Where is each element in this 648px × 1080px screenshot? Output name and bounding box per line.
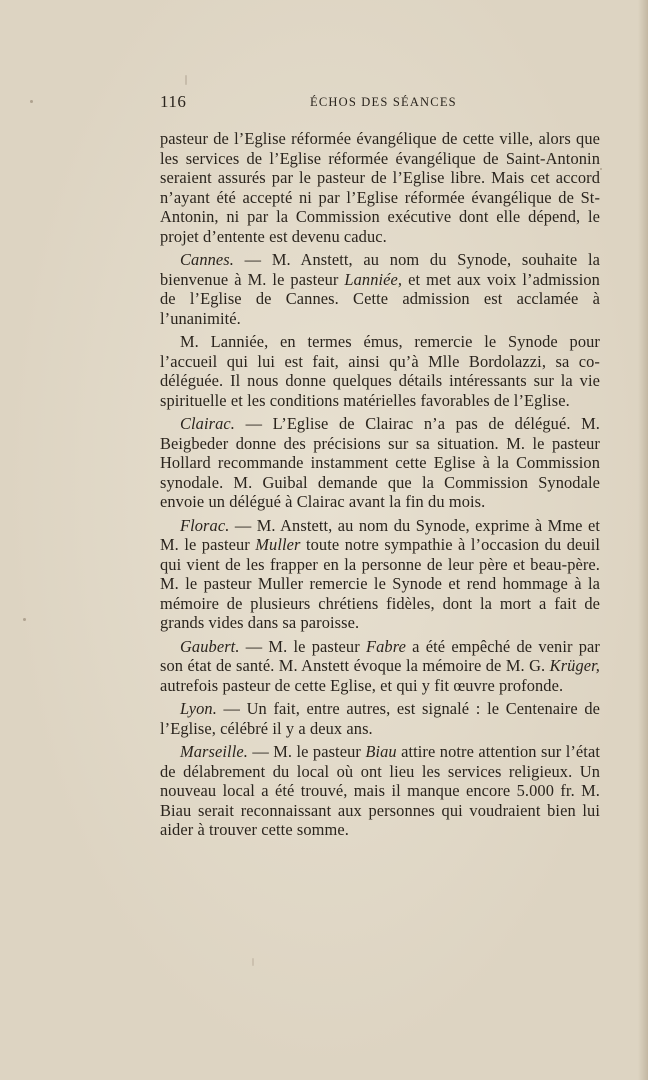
place-name: Cannes.: [180, 250, 234, 269]
paragraph-clairac: [160, 414, 600, 512]
person-name: Fabre: [366, 636, 406, 656]
paragraph-text: — M. le pasteur: [247, 742, 366, 761]
page-number: 116: [160, 92, 187, 111]
paragraph-cannes: [160, 250, 600, 328]
place-name: Marseille.: [180, 742, 248, 761]
page-header: [160, 92, 600, 112]
running-head: ÉCHOS DES SÉANCES: [310, 95, 457, 109]
place-name: Gaubert.: [180, 636, 240, 656]
page-edge-shadow: [638, 0, 648, 1080]
person-name: Muller: [255, 535, 301, 554]
paragraph-text: pasteur de l’Eglise réformée évangélique de cette ville, alors que les services de l’Eglise réformée évangélique de Saint-Antonin seraient assurés par le pasteur de l’Eglise libre. Mais cet accord n’ayant été accepté ni par l’Eglise réformée évangélique de St-Antonin, ni par la Commission exécutive dont elle dépend, le projet d’entente est devenu caduc.: [160, 129, 600, 246]
paragraph-text: et met aux voix l’admission de l’Eglise de Cannes. Cette admission est acclamée à l’unanimité.: [160, 269, 600, 328]
paragraph-lyon: [160, 699, 600, 738]
paragraph-marseille: [160, 742, 600, 840]
paragraph-text: — Un fait, entre autres, est signalé : le Centenaire de l’Eglise, célébré il y a deux ans.: [160, 699, 600, 738]
paragraph-text: M. Lanniée, en termes émus, remercie le Synode pour l’accueil qui lui est fait, ainsi qu’à Mlle Bordolazzi, sa co-déléguée. Il nous donne quelques détails intéressants sur la vie spirituelle et les conditions matérielles favorables de l’Eglise.: [160, 332, 600, 410]
place-name: Lyon.: [180, 699, 217, 718]
paper-speck: [600, 168, 602, 170]
person-name: Biau: [365, 742, 397, 761]
paragraph-text: toute notre sympathie à l’occasion du deuil qui vient de les frapper en la personne de leur père et beau-père. M. le pasteur Muller remercie le Synode et rend hommage à la mémoire de plusieurs chrétiens fidèles, dont la mort a fait de grands vides dans sa paroisse.: [160, 535, 600, 632]
body-text: [160, 129, 600, 844]
paragraph-text: — L’Eglise de Clairac n’a pas de délégué. M. Beigbeder donne des précisions sur sa situation. M. le pasteur Hollard recommande instamment cette Eglise à la Commission synodale. M. Guibal demande que la Commission Synodale envoie un délégué à Clairac avant la fin du mois.: [160, 414, 600, 511]
paper-speck: [185, 75, 187, 85]
paragraph-lanniee: [160, 332, 600, 410]
person-name: Lanniée,: [344, 269, 403, 289]
paper-speck: [30, 100, 33, 103]
paragraph-florac: [160, 516, 600, 633]
paragraph-text: attire notre attention sur l’état de délabrement du local où ont lieu les services religieux. Un nouveau local a été trouvé, mais il manque encore 5.000 fr. M. Biau serait reconnaissant aux personnes qui voudraient bien lui aider à trouver cette somme.: [160, 742, 600, 839]
paragraph-saint-antonin: [160, 129, 600, 246]
paragraph-text: — M. le pasteur: [239, 636, 366, 656]
paragraph-text: — M. Anstett, au nom du Synode, exprime à Mme et M. le pasteur: [160, 515, 600, 554]
paragraph-text: — M. Anstett, au nom du Synode, souhaite la bienvenue à M. le pasteur: [160, 250, 600, 289]
paragraph-text: a été empêché de venir par son état de santé. M. Anstett évoque la mémoire de M. G.: [160, 636, 600, 675]
place-name: Clairac.: [180, 414, 235, 433]
paper-speck: [23, 618, 26, 621]
paper-speck: [252, 958, 254, 966]
place-name: Florac.: [180, 515, 230, 535]
paragraph-gaubert: [160, 637, 600, 696]
paragraph-text: autrefois pasteur de cette Eglise, et qui y fit œuvre profonde.: [160, 675, 564, 695]
person-name: Krüger,: [549, 656, 600, 675]
